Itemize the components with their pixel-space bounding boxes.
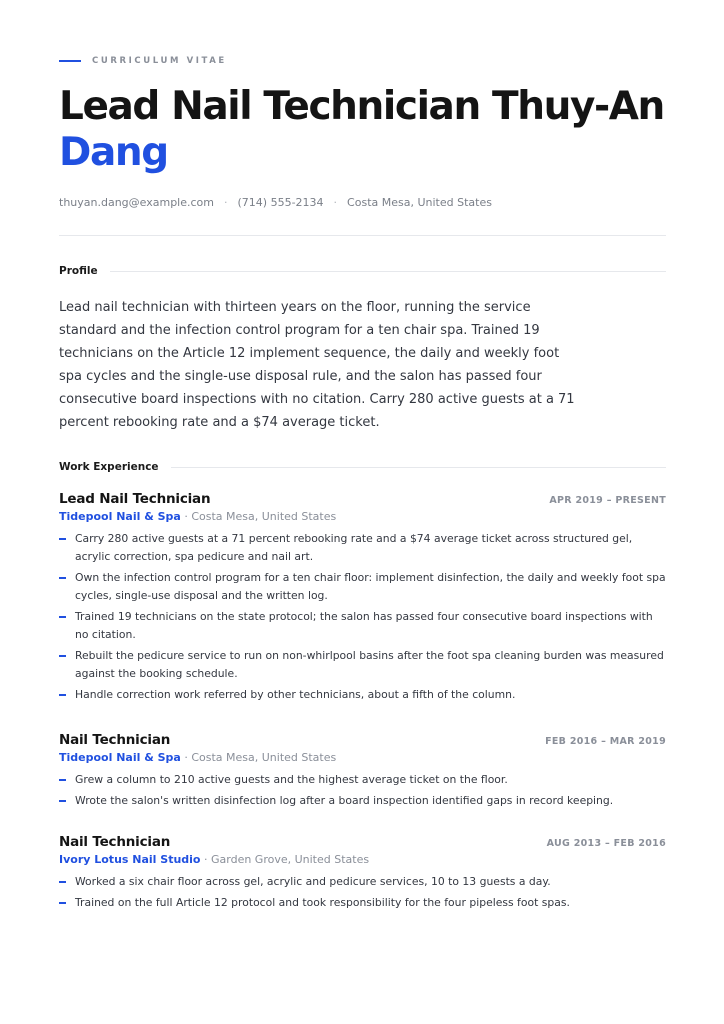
bullet-text: Grew a column to 210 active guests and the highest average ticket on the floor. (75, 773, 508, 786)
job-bullets (59, 873, 666, 912)
eyebrow-text: CURRICULUM VITAE (92, 56, 227, 66)
bullet-dash (59, 538, 66, 540)
contact-separator: · (333, 196, 338, 209)
job-company: Tidepool Nail & Spa (59, 751, 181, 764)
bullet-text: Trained on the full Article 12 protocol and took responsibility for the four pipeless foot spas. (75, 896, 570, 909)
list-item (59, 771, 666, 789)
list-item (59, 873, 666, 891)
job-title: Lead Nail Technician (59, 491, 211, 507)
list-item (59, 569, 666, 605)
title-accent: Dang (59, 130, 168, 175)
list-item (59, 608, 666, 644)
job-location: · Costa Mesa, United States (180, 751, 337, 764)
job-location: · Garden Grove, United States (200, 853, 370, 866)
page-title (59, 84, 679, 176)
eyebrow-rule (59, 60, 81, 62)
list-item (59, 647, 666, 683)
job-entry (59, 834, 666, 915)
section-heading-label: Work Experience (59, 461, 159, 473)
job-bullets (59, 771, 666, 810)
bullet-dash (59, 881, 66, 883)
job-bullets (59, 530, 666, 704)
list-item (59, 530, 666, 566)
job-organization (59, 853, 666, 866)
bullet-dash (59, 902, 66, 904)
eyebrow (59, 56, 227, 66)
bullet-dash (59, 694, 66, 696)
bullet-dash (59, 577, 66, 579)
job-title: Nail Technician (59, 732, 171, 748)
bullet-text: Carry 280 active guests at a 71 percent rebooking rate and a $74 average ticket across structured gel, acrylic correction, spa pedicure and nail art. (75, 532, 633, 563)
section-rule (171, 467, 666, 468)
job-company: Ivory Lotus Nail Studio (59, 853, 201, 866)
bullet-dash (59, 779, 66, 781)
job-dates: AUG 2013 – FEB 2016 (546, 838, 666, 849)
contact-separator: · (224, 196, 228, 209)
list-item (59, 686, 666, 704)
bullet-dash (59, 655, 66, 657)
bullet-text: Own the infection control program for a ten chair floor: implement disinfection, the daily and weekly foot spa cycles, single-use disposal and the written log. (75, 571, 666, 602)
bullet-dash (59, 616, 66, 618)
job-organization (59, 751, 666, 764)
profile-text: Lead nail technician with thirteen years on the floor, running the service standard and the infection control program for a ten chair spa. Trained 19 technicians on the Article 12 implement sequence, the daily and weekly foot spa cycles and the single-use disposal rule, and the salon has passed four consecutive board inspections with no citation. Carry 280 active guests at a 71 percent rebooking rate and a $74 average ticket. (59, 300, 575, 430)
section-heading-experience (59, 461, 666, 473)
list-item (59, 894, 666, 912)
bullet-dash (59, 800, 66, 802)
bullet-text: Trained 19 technicians on the state protocol; the salon has passed four consecutive board inspections with no citation. (75, 610, 653, 641)
bullet-text: Wrote the salon's written disinfection log after a board inspection identified gaps in record keeping. (75, 794, 614, 807)
job-organization (59, 510, 666, 523)
section-heading-label: Profile (59, 265, 98, 277)
bullet-text: Handle correction work referred by other technicians, about a fifth of the column. (75, 688, 516, 701)
contact-email: thuyan.dang@example.com (59, 196, 214, 209)
title-main: Lead Nail Technician Thuy-An (59, 84, 664, 129)
header-divider (59, 235, 666, 236)
contact-location: Costa Mesa, United States (347, 196, 492, 209)
contact-line (59, 196, 492, 209)
job-company: Tidepool Nail & Spa (59, 510, 181, 523)
job-location: · Costa Mesa, United States (180, 510, 337, 523)
list-item (59, 792, 666, 810)
job-entry (59, 491, 666, 707)
job-entry (59, 732, 666, 813)
job-title: Nail Technician (59, 834, 171, 850)
contact-phone: (714) 555-2134 (237, 196, 324, 209)
section-heading-profile (59, 265, 666, 277)
section-rule (110, 271, 666, 272)
job-dates: APR 2019 – PRESENT (549, 495, 666, 506)
bullet-text: Rebuilt the pedicure service to run on non-whirlpool basins after the foot spa cleaning burden was measured against the booking schedule. (75, 649, 664, 680)
job-dates: FEB 2016 – MAR 2019 (545, 736, 666, 747)
bullet-text: Worked a six chair floor across gel, acrylic and pedicure services, 10 to 13 guests a day. (75, 875, 551, 888)
